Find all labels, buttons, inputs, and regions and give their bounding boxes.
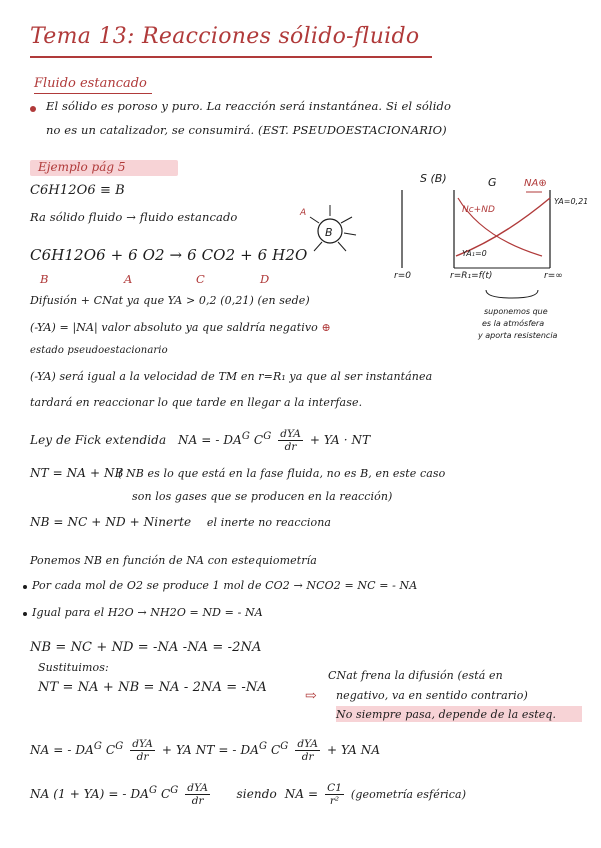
section-underline — [34, 93, 152, 94]
sphere-label: B — [325, 226, 333, 239]
fick-lhs: NA = - DA — [177, 433, 242, 447]
eq2-c1: C1 — [327, 782, 342, 794]
rinf-label: r=∞ — [544, 271, 563, 281]
nt-definition: NT = NA + NB — [30, 466, 124, 480]
body-line-2 — [30, 320, 331, 335]
bullet-dot — [23, 612, 27, 616]
example-label: Ejemplo pág 5 — [38, 160, 126, 174]
title-underline — [30, 56, 432, 58]
eq2-r2: r² — [329, 795, 340, 807]
eq1-c: C — [105, 743, 116, 757]
nt-explanation-2: son los gases que se producen en la reacción) — [132, 490, 393, 503]
eq1-den-2: dr — [301, 751, 314, 763]
r0-label: r=0 — [394, 271, 411, 281]
bullet-h2o: Igual para el H2O → NH2O = ND = - NA — [32, 606, 263, 619]
eq2-c: C — [160, 787, 171, 801]
eq2-num: dYA — [187, 782, 209, 794]
note-line-b: negativo, va en sentido contrario) — [336, 689, 528, 702]
intro-line-2: no es un catalizador, se consumirá. (EST. PSEUDOESTACIONARIO) — [46, 123, 447, 137]
eq2-den: dr — [191, 795, 204, 807]
eq1-tail: + YA NA — [326, 743, 381, 757]
note-line-2: es la atmósfera — [482, 319, 545, 328]
section-heading: Fluido estancado — [34, 76, 147, 91]
bullet-dot — [30, 106, 36, 112]
ya-zero-label: YA₁=0 — [462, 249, 487, 258]
intro-line-1: El sólido es poroso y puro. La reacción será instantánea. Si el sólido — [46, 99, 451, 113]
nb-definition — [30, 515, 331, 530]
note-line-3: y aporta resistencia — [478, 331, 558, 340]
nt-explanation-1: ( NB es lo que está en la fase fluida, no es B, en este caso — [118, 467, 446, 480]
eq2-siendo: siendo — [236, 787, 277, 801]
letter-b: B — [40, 272, 49, 286]
nb-calculation: NB = NC + ND = -NA -NA = -2NA — [30, 640, 262, 655]
reaction-equation: C6H12O6 + 6 O2 → 6 CO2 + 6 H2O — [30, 246, 308, 264]
eq1-num-2: dYA — [297, 738, 319, 750]
r1-label: r=R₁=f(t) — [450, 271, 493, 281]
page-title: Tema 13: Reacciones sólido-fluido — [30, 24, 420, 49]
bullet-co2: Por cada mol de O2 se produce 1 mol de CO2 → NCO2 = NC = - NA — [32, 579, 418, 592]
fick-fraction — [278, 428, 303, 453]
body-line-2-text: (-YA) = |NA| valor absoluto ya que saldría negativo — [30, 321, 318, 334]
nc-nd-label: Nc+ND — [462, 205, 495, 215]
eq2-fraction — [185, 782, 210, 807]
fick-law: Ley de Fick extendida NA = - $DA^G$ $C^G$ $\frac{\text{dYA}}{dr}$ + YA · NT — [30, 428, 371, 453]
na-flux-label: NA⊕ — [524, 178, 547, 189]
solid-label: S (B) — [420, 172, 447, 185]
nb-def-note: el inerte no reacciona — [206, 516, 332, 529]
equation-2: NA (1 + YA) = - $DA^G$ $C^G$ $\frac{\text{dYA}}{dr}$ siendo NA = $\frac{C1}{\text{r²}}$ (geometría esférica) — [30, 782, 467, 807]
letter-c: C — [196, 272, 205, 286]
body-line-2-mark: ⊕ — [321, 321, 331, 334]
eq2-geometry: (geometría esférica) — [350, 788, 467, 801]
ponemos-line: Ponemos NB en función de NA con estequiometría — [30, 554, 317, 567]
fick-den: dr — [284, 441, 297, 453]
eq1-mid: + YA NT = - DA — [161, 743, 259, 757]
body-line-3: estado pseudoestacionario — [30, 345, 168, 356]
note-line-a: CNat frena la difusión (está en — [328, 669, 503, 682]
nt-calculation: NT = NA + NB = NA - 2NA = -NA — [38, 680, 267, 695]
bullet-dot — [23, 585, 27, 589]
note-line-1: suponemos que — [484, 307, 548, 316]
profile-diagram — [392, 168, 592, 353]
ya-top-label: YA=0,21 — [554, 197, 589, 206]
eq1-lhs: NA = - DA — [30, 743, 94, 757]
fick-num: dYA — [280, 428, 301, 440]
body-line-4: (-YA) será igual a la velocidad de TM en r=R₁ ya que al ser instantánea — [30, 370, 433, 383]
eq1-fraction-1 — [130, 738, 155, 763]
sustituimos-label: Sustituimos: — [38, 661, 109, 674]
note-arrow-icon: ⇨ — [305, 688, 317, 704]
sphere-arrow-label: A — [300, 208, 307, 218]
reactant-def: C6H12O6 ≡ B — [30, 183, 125, 198]
body-line-1: Difusión + CNat ya que YA > 0,2 (0,21) (en sede) — [30, 294, 310, 307]
fick-rhs: + YA · NT — [309, 433, 371, 447]
letter-a: A — [124, 272, 133, 286]
eq2-na-fraction — [325, 782, 344, 807]
nb-def-text: NB = NC + ND + Ninerte — [30, 515, 192, 529]
system-line: Ra sólido fluido → fluido estancado — [30, 210, 238, 224]
eq2-na: NA = — [284, 787, 319, 801]
fick-c: C — [253, 433, 264, 447]
eq1-num: dYA — [132, 738, 153, 750]
fick-label: Ley de Fick extendida — [30, 433, 167, 447]
eq1-c2: C — [271, 743, 281, 757]
equation-1: NA = - $DA^G$ $C^G$ $\frac{\text{dYA}}{dr}$ + YA NT = - $DA^G$ $C^G$ $\frac{\text{dYA}}{dr}$ + YA NA — [30, 738, 381, 763]
eq2-lhs: NA (1 + YA) = - DA — [30, 787, 149, 801]
eq1-fraction-2 — [295, 738, 320, 763]
eq1-den: dr — [136, 751, 149, 763]
letter-d: D — [260, 272, 270, 286]
body-line-5: tardará en reaccionar lo que tarde en llegar a la interfase. — [30, 396, 363, 409]
gas-label: G — [488, 176, 497, 189]
note-line-c: No siempre pasa, depende de la esteq. — [336, 708, 557, 721]
